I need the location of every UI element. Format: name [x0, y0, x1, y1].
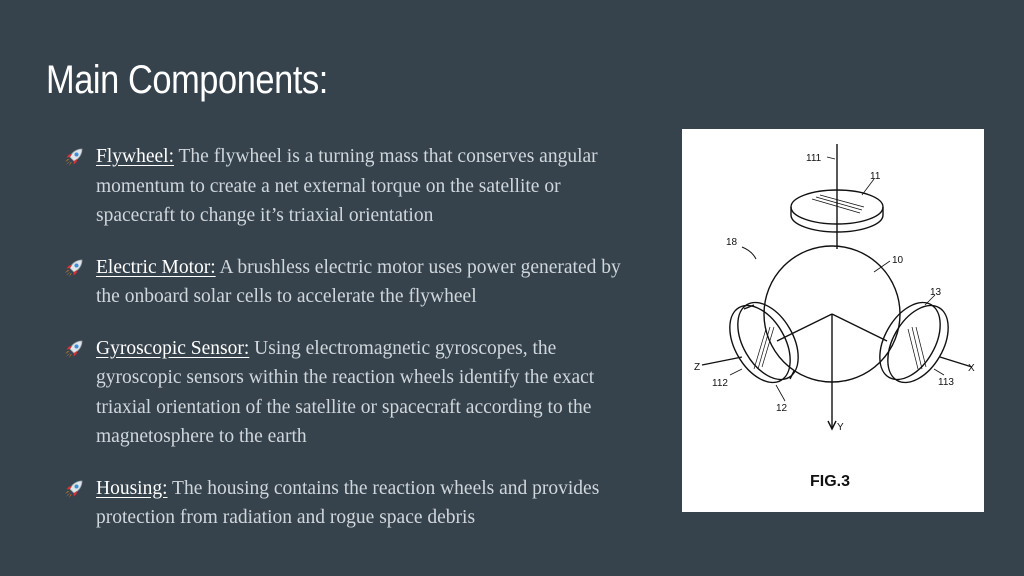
- figure-label-13: 13: [930, 287, 942, 298]
- list-item-flywheel: [62, 142, 632, 231]
- item-term: Flywheel:: [96, 146, 174, 167]
- rocket-icon: [62, 477, 86, 501]
- item-term: Housing:: [96, 477, 168, 499]
- list-item-gyroscopic-sensor: [62, 334, 632, 452]
- figure-label-x: X: [968, 363, 975, 374]
- list-item-housing: [62, 474, 632, 533]
- figure-label-111: 111: [806, 153, 822, 164]
- figure-label-10: 10: [892, 255, 904, 266]
- figure-caption: FIG.3: [810, 473, 851, 490]
- item-paragraph: [96, 253, 632, 312]
- patent-figure: [682, 129, 984, 512]
- slide-title: Main Components:: [46, 58, 328, 102]
- list-item-electric-motor: [62, 253, 632, 312]
- item-paragraph: [96, 474, 632, 533]
- component-list: [62, 142, 632, 555]
- figure-label-18: 18: [726, 237, 738, 248]
- rocket-icon: [62, 337, 86, 361]
- figure-label-y: Y: [837, 422, 844, 433]
- figure-label-12: 12: [776, 403, 788, 414]
- rocket-icon: [62, 256, 86, 280]
- item-text: Using electromagnetic gyroscopes, the gyroscopic sensors within the reaction wheels identify the exact triaxial orientation of the satellite or spacecraft according to the magnetosphere to the earth: [96, 337, 595, 447]
- item-term: Electric Motor:: [96, 256, 216, 278]
- figure-label-112: 112: [712, 378, 728, 389]
- item-paragraph: [96, 334, 632, 452]
- reaction-wheel-diagram: [682, 129, 984, 512]
- figure-label-z: Z: [694, 362, 701, 373]
- rocket-icon: [62, 145, 86, 169]
- item-paragraph: [96, 142, 632, 231]
- item-text: A brushless electric motor uses power generated by the onboard solar cells to accelerate the flywheel: [96, 256, 621, 307]
- item-text: The housing contains the reaction wheels and provides protection from radiation and rogue space debris: [96, 477, 600, 528]
- figure-label-113: 113: [938, 377, 954, 388]
- item-text: The flywheel is a turning mass that conserves angular momentum to create a net external torque on the satellite or spacecraft to change it’s triaxial orientation: [96, 146, 598, 226]
- figure-label-11: 11: [870, 171, 881, 182]
- item-term: Gyroscopic Sensor:: [96, 337, 250, 359]
